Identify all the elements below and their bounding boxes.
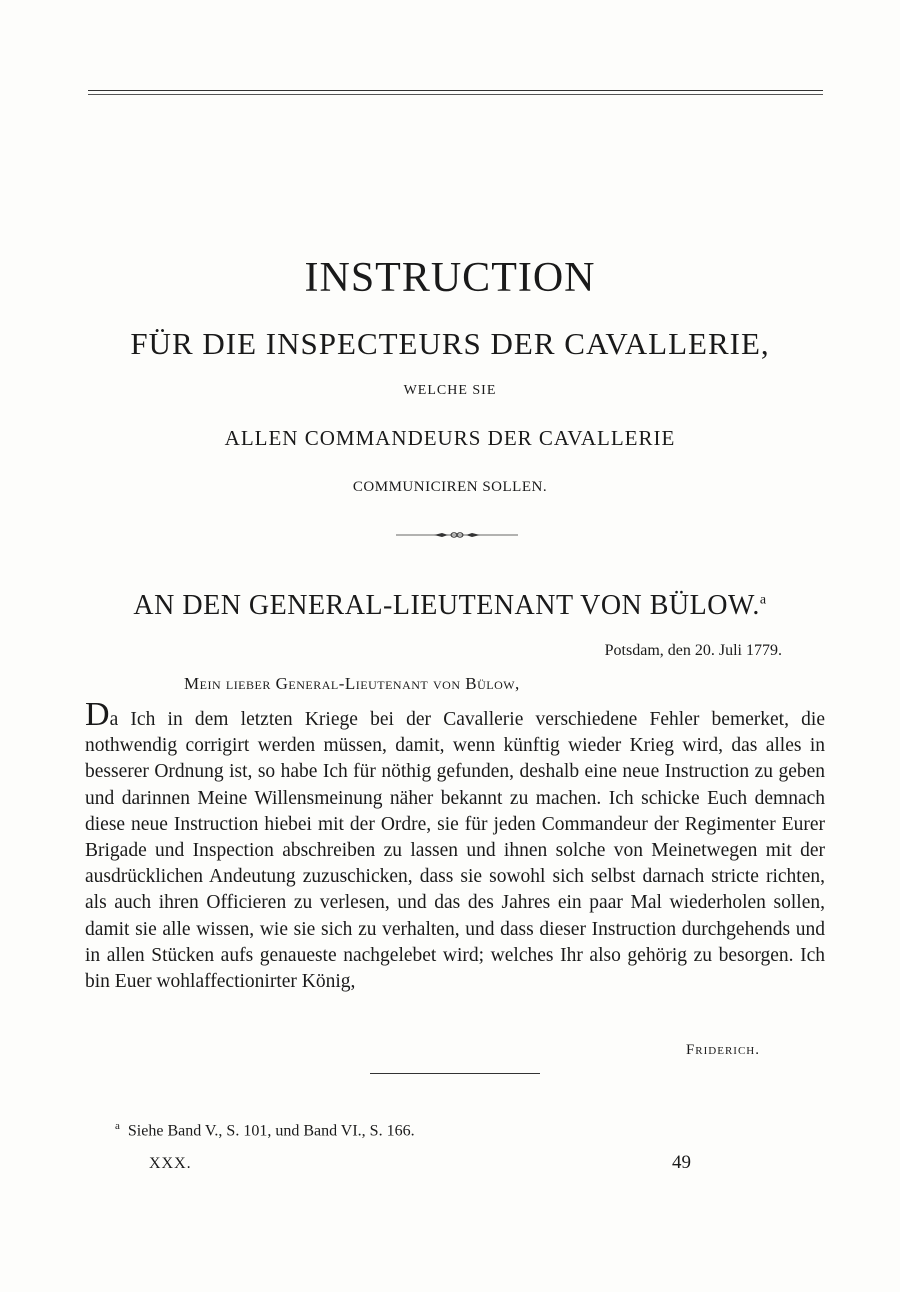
ornament-divider-icon: [396, 530, 518, 540]
letter-body-text: a Ich in dem letzten Kriege bei der Cavallerie verschiedene Fehler bemerket, die nothwendig corrigirt werden müssen, damit, wenn künftig wieder Krieg wird, das alles in besserer Ordnung ist, so habe Ich für nöthig gefunden, deshalb eine neue Instruction zu geben und darinnen Meine Willensmeinung näher bekannt zu machen. Ich schicke Euch demnach diese neue Instruction hiebei mit der Ordre, sie für jeden Commandeur der Regimenter Eurer Brigade und Inspection abschreiben zu lassen und ihnen solche von Meinetwegen mit der ausdrücklichen Andeutung zuzuschicken, dass sie sowohl sich selbst darnach stricte richten, als auch ihren Officieren zu verlesen, und das des Jahres ein paar Mal wiederholen sollen, damit sie alle wissen, wie sie sich zu verhalten, und dass dieser Instruction durchgehends und in allen Stücken aufs genaueste nachgelebet wird; welches Ihr also gehörig zu besorgen. Ich bin Euer wohlaffectionirter König,: [85, 709, 825, 993]
page-number: 49: [672, 1152, 691, 1173]
document-title: INSTRUCTION: [304, 255, 596, 301]
document-subtitle: FÜR DIE INSPECTEURS DER CAVALLERIE,: [130, 326, 770, 361]
letter-salutation: Mein lieber General-Lieutenant von Bülow,: [184, 674, 520, 693]
subtitle-line-small-2: COMMUNICIREN SOLLEN.: [352, 479, 548, 495]
top-rule: [88, 90, 823, 91]
letter-body: [85, 696, 825, 995]
signature-mark: XXX.: [149, 1155, 192, 1172]
letter-date: Potsdam, den 20. Juli 1779.: [604, 642, 782, 659]
footnote-rule: [370, 1073, 540, 1074]
subtitle-line-small: WELCHE SIE: [403, 383, 497, 398]
letter-address-text: AN DEN GENERAL-LIEUTENANT VON BÜLOW.: [133, 590, 760, 621]
drop-cap: D: [85, 696, 110, 733]
footnote: [115, 1120, 415, 1140]
letter-address: [0, 590, 900, 622]
letter-signature: Friderich.: [685, 1042, 760, 1058]
footnote-text: Siehe Band V., S. 101, und Band VI., S. 166.: [127, 1122, 415, 1140]
footnote-mark: a: [115, 1120, 120, 1132]
address-footnote-mark: a: [759, 592, 767, 608]
subtitle-line-mid: ALLEN COMMANDEURS DER CAVALLERIE: [224, 426, 676, 450]
top-rule-secondary: [88, 94, 823, 95]
